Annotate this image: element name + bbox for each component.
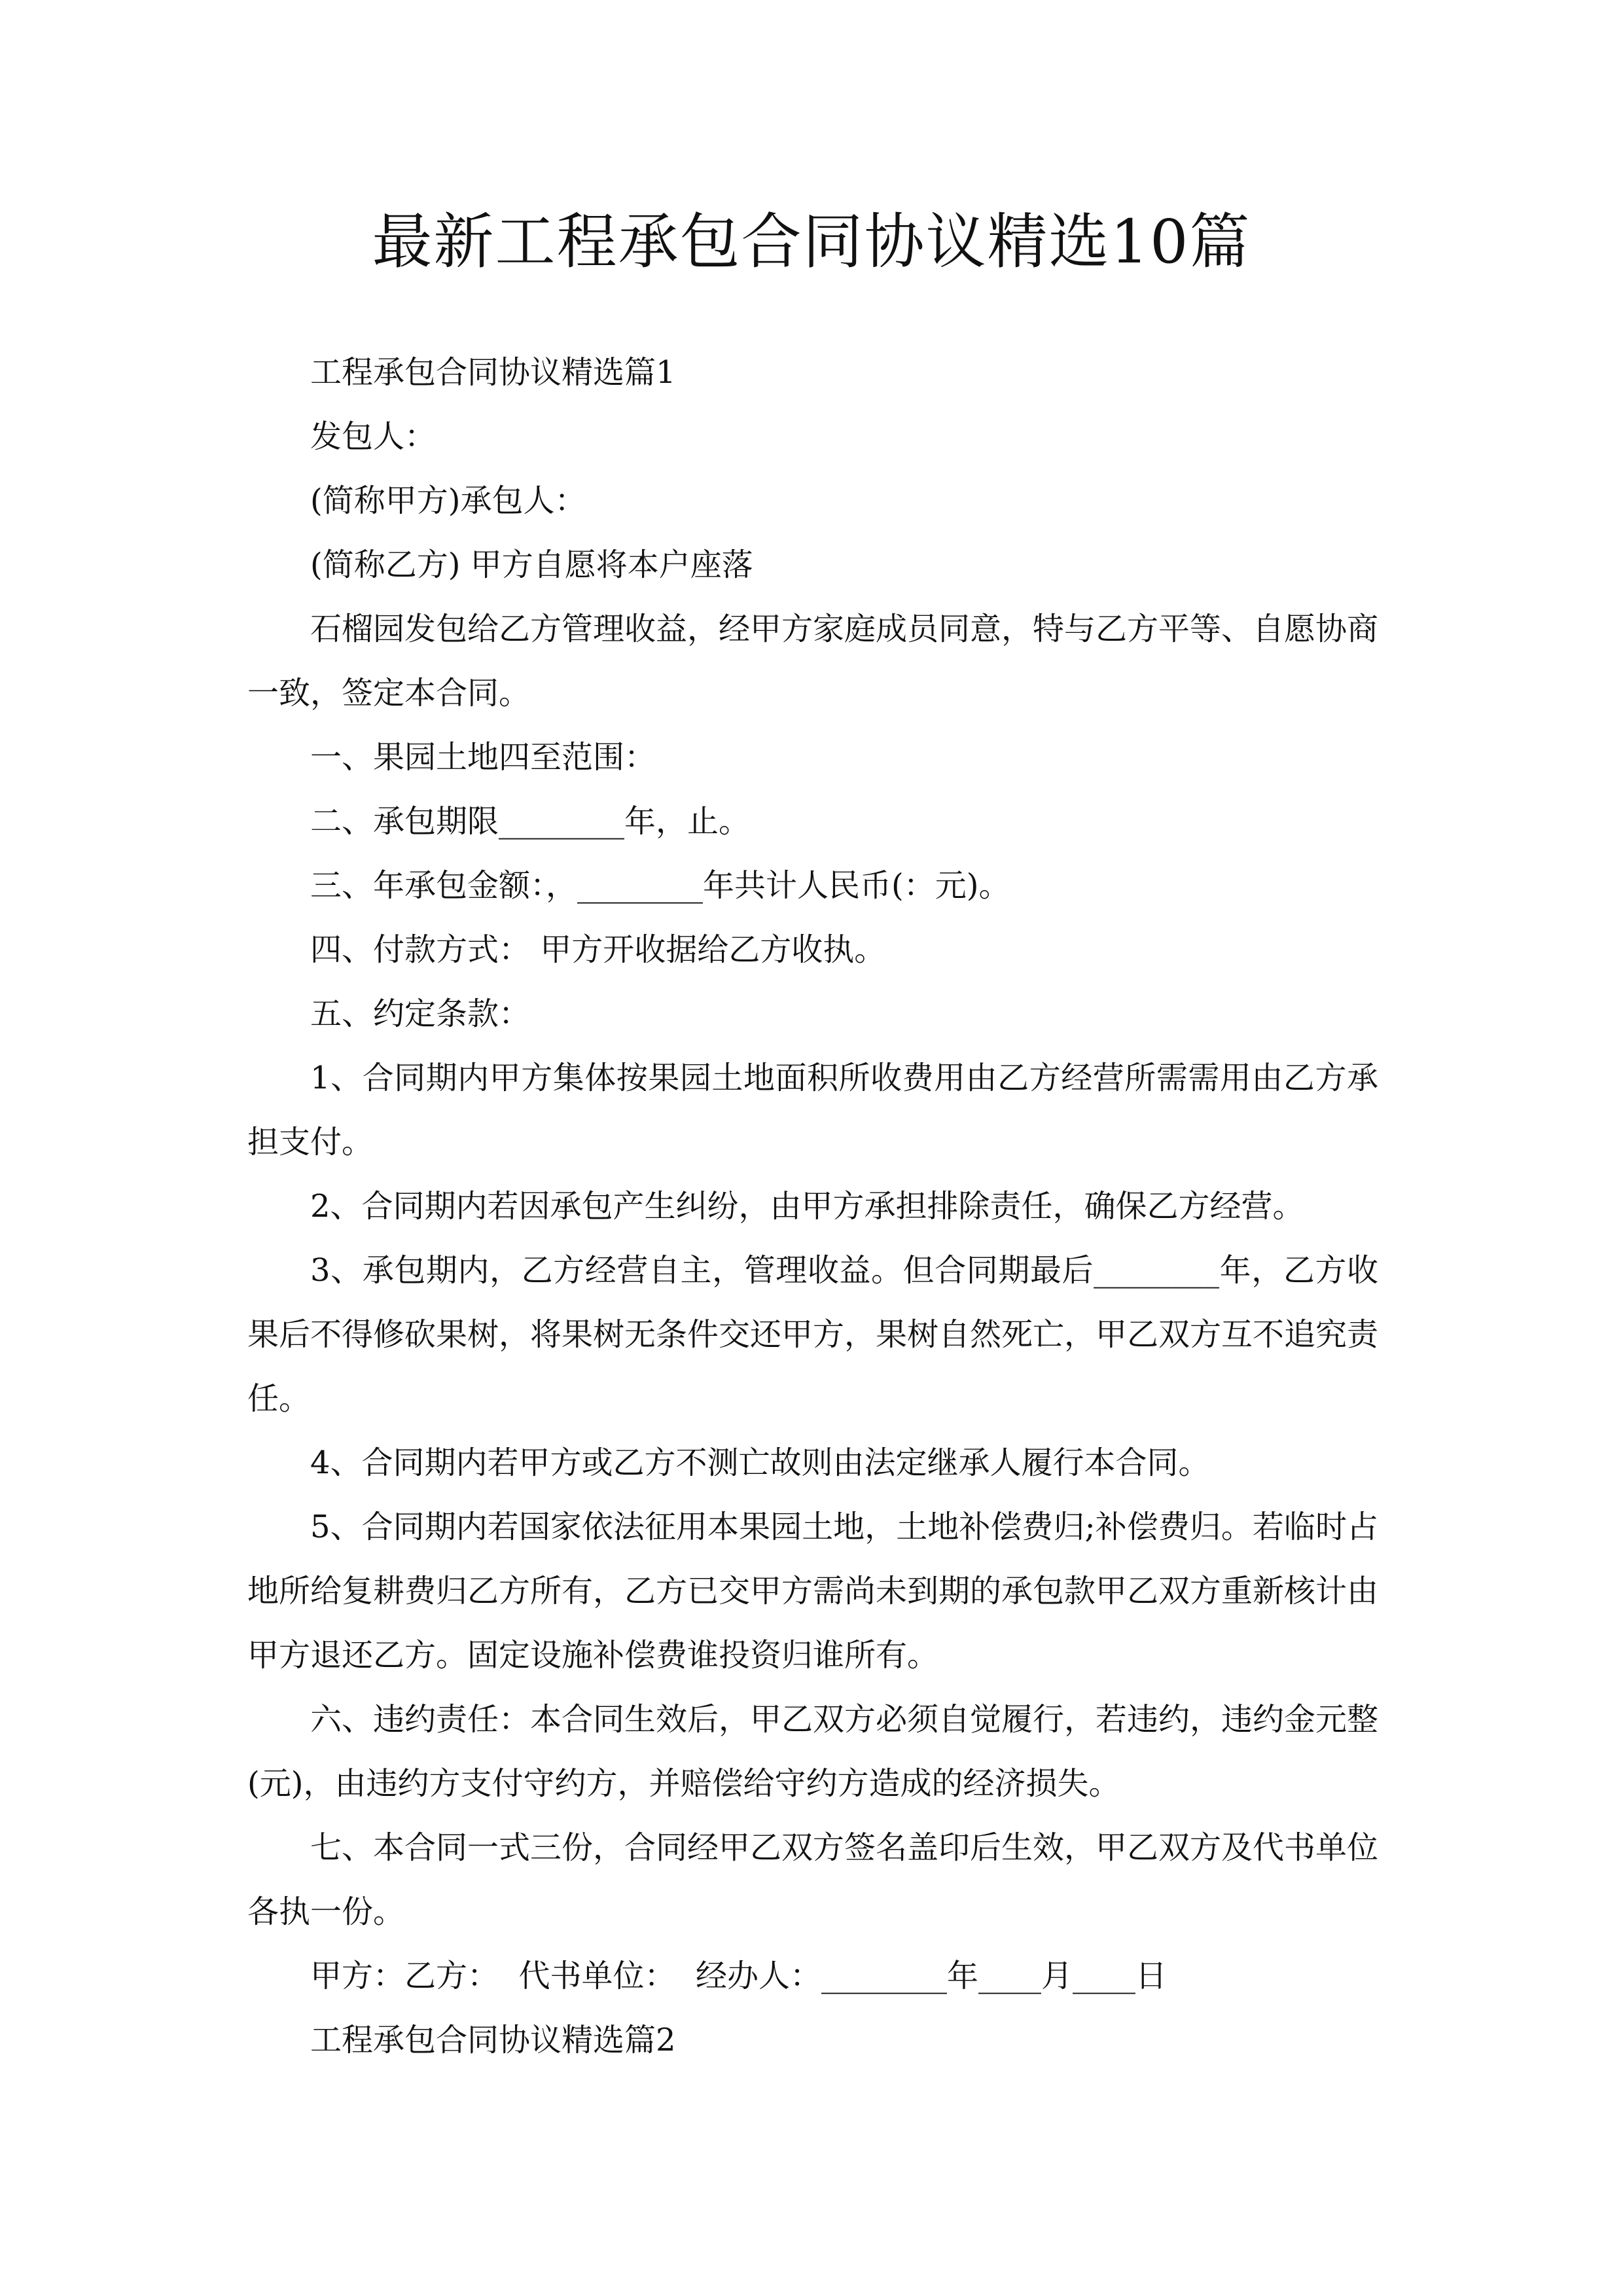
paragraph: 四、付款方式： 甲方开收据给乙方收执。 [310,931,886,968]
paragraph: (简称乙方) 甲方自愿将本户座落 [310,547,753,583]
paragraph: 二、承包期限________年，止。 [310,803,751,840]
document-title: 最新工程承包合同协议精选10篇 [372,207,1251,277]
section-heading: 工程承包合同协议精选篇2 [310,2022,676,2058]
paragraph: 1、合同期内甲方集体按果园土地面积所收费用由乙方经营所需需用由乙方承担支付。 [247,1060,1378,1160]
paragraph: 2、合同期内若因承包产生纠纷，由甲方承担排除责任，确保乙方经营。 [310,1188,1304,1225]
paragraph: 发包人： [310,418,437,455]
paragraph: 石榴园发包给乙方管理收益，经甲方家庭成员同意，特与乙方平等、自愿协商一致，签定本合同。 [247,611,1379,711]
paragraph: 五、约定条款： [310,996,531,1032]
paragraph: 5、合同期内若国家依法征用本果园土地，土地补偿费归;补偿费归。若临时占地所给复耕费归乙方所有，乙方已交甲方需尚未到期的承包款甲乙双方重新核计由甲方退还乙方。固定设施补偿费谁投资归谁所有。 [247,1509,1379,1674]
section-heading: 工程承包合同协议精选篇1 [310,354,676,391]
paragraph: 3、承包期内，乙方经营自主，管理收益。但合同期最后________年，乙方收果后不得修砍果树，将果树无条件交还甲方，果树自然死亡，甲乙双方互不追究责任。 [247,1252,1379,1417]
document-body [247,340,1378,2072]
paragraph: 4、合同期内若甲方或乙方不测亡故则由法定继承人履行本合同。 [310,1444,1210,1481]
paragraph: 三、年承包金额：，________年共计人民币(：元)。 [310,867,1010,904]
paragraph: 七、本合同一式三份，合同经甲乙双方签名盖印后生效，甲乙双方及代书单位各执一份。 [247,1829,1379,1930]
signature-line: 甲方：乙方： 代书单位： 经办人：________年____月____日 [310,1958,1168,1994]
paragraph: 六、违约责任：本合同生效后，甲乙双方必须自觉履行，若违约，违约金元整(元)，由违约方支付守约方，并赔偿给守约方造成的经济损失。 [247,1701,1379,1802]
paragraph: (简称甲方)承包人： [310,482,586,519]
paragraph: 一、果园土地四至范围： [310,739,656,776]
